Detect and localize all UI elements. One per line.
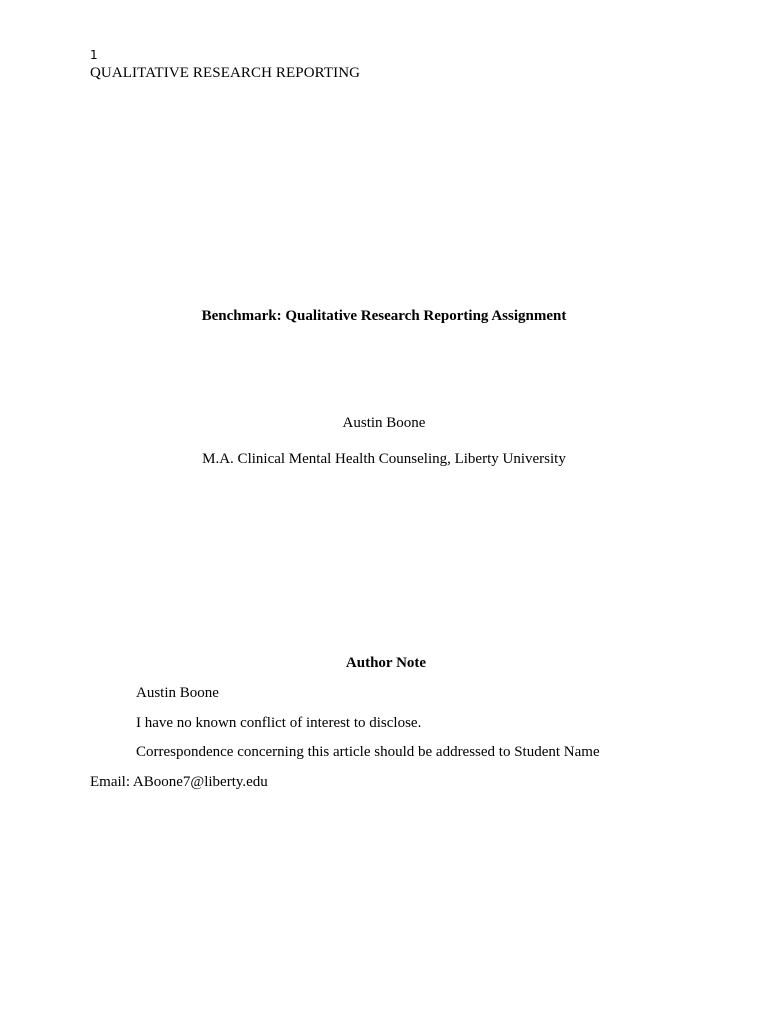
author-affiliation: M.A. Clinical Mental Health Counseling, Liberty University	[202, 451, 566, 467]
paper-title: Benchmark: Qualitative Research Reporting Assignment	[201, 308, 567, 324]
page-number: 1	[90, 48, 98, 62]
author-note-heading: Author Note	[345, 655, 427, 671]
author-email: Email: ABoone7@liberty.edu	[90, 774, 268, 790]
running-head: QUALITATIVE RESEARCH REPORTING	[90, 65, 361, 81]
author-note-line: Correspondence concerning this article should be addressed to Student Name	[136, 744, 600, 760]
author-name: Austin Boone	[342, 415, 426, 431]
author-note-line: I have no known conflict of interest to disclose.	[136, 715, 422, 731]
author-note-line: Austin Boone	[136, 685, 219, 701]
